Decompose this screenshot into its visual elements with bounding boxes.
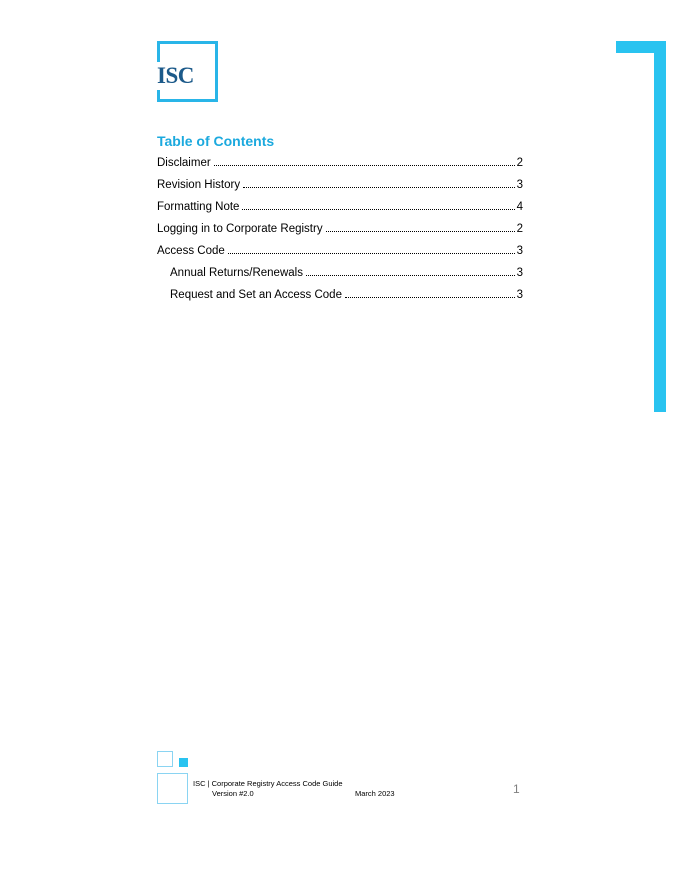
table-of-contents (157, 131, 523, 306)
toc-dot-leader (242, 208, 514, 210)
toc-entry-page: 3 (516, 179, 523, 191)
toc-entry-revision-history[interactable] (157, 174, 523, 196)
toc-dot-leader (306, 274, 515, 276)
toc-entry-disclaimer[interactable] (157, 152, 523, 174)
footer-square-outline-small (157, 751, 173, 767)
toc-entry-page: 3 (516, 245, 523, 257)
toc-entry-annual-returns[interactable] (157, 262, 523, 284)
toc-entry-logging-in[interactable] (157, 218, 523, 240)
toc-entry-label: Annual Returns/Renewals (170, 267, 303, 279)
footer-square-filled (179, 758, 188, 767)
accent-bar-side (654, 41, 666, 412)
toc-entry-request-access-code[interactable] (157, 284, 523, 306)
footer-version: Version #2.0 (212, 789, 254, 798)
toc-entry-label: Request and Set an Access Code (170, 289, 342, 301)
isc-logo (157, 41, 218, 102)
toc-entry-label: Revision History (157, 179, 241, 191)
toc-title: Table of Contents (157, 133, 275, 149)
toc-entry-label: Access Code (157, 245, 225, 257)
toc-entry-label: Logging in to Corporate Registry (157, 223, 323, 235)
footer-square-outline-large (157, 773, 188, 804)
toc-entry-page: 4 (516, 201, 523, 213)
toc-entry-page: 3 (516, 267, 523, 279)
toc-dot-leader (228, 252, 515, 254)
toc-dot-leader (214, 164, 515, 166)
toc-dot-leader (326, 230, 515, 232)
toc-entry-page: 2 (516, 157, 523, 169)
toc-dot-leader (243, 186, 515, 188)
toc-entry-page: 3 (516, 289, 523, 301)
logo-text: ISC (157, 63, 194, 88)
toc-entry-page: 2 (516, 223, 523, 235)
footer-date: March 2023 (355, 789, 395, 798)
toc-dot-leader (345, 296, 515, 298)
toc-entry-label: Disclaimer (157, 157, 211, 169)
toc-entry-access-code[interactable] (157, 240, 523, 262)
toc-entry-formatting-note[interactable] (157, 196, 523, 218)
toc-entry-label: Formatting Note (157, 201, 240, 213)
page-number: 1 (513, 782, 520, 796)
footer-document-title: ISC | Corporate Registry Access Code Guide (193, 779, 343, 788)
